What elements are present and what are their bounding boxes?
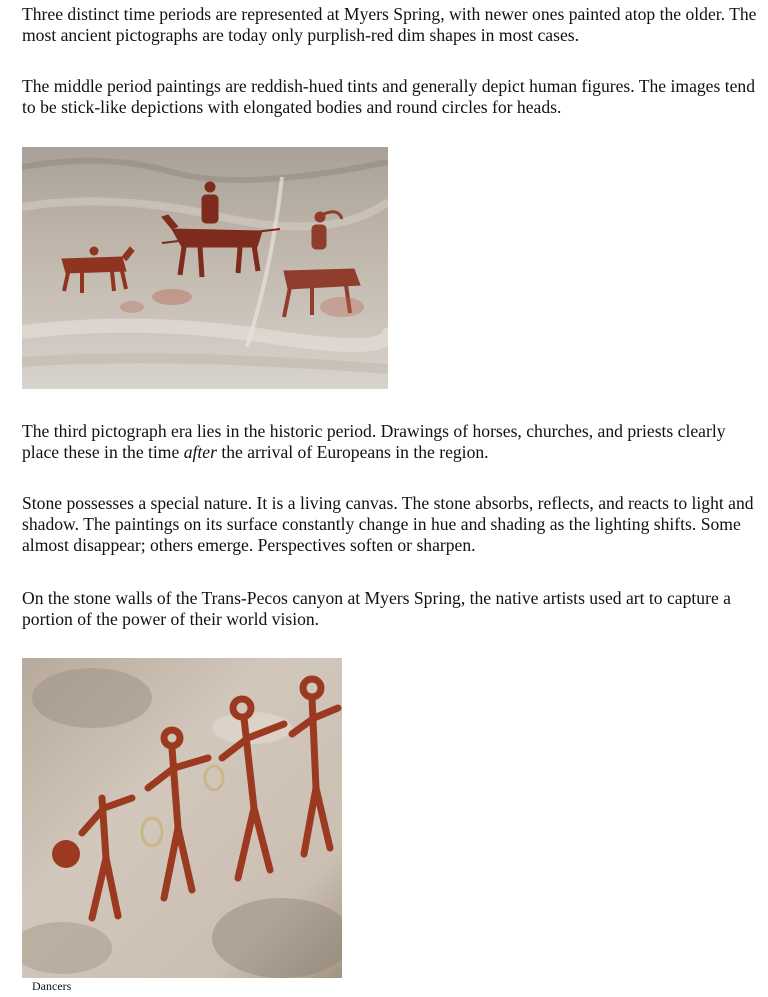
paragraph-living-canvas: Stone possesses a special nature. It is a living canvas. The stone absorbs, reflects, and reacts to light and shadow. The paintings on its surface constantly change in hue and shading as the lighting shifts. Some almost disappear; others emerge. Perspectives soften or sharpen. (22, 493, 754, 555)
paragraph-time-periods: Three distinct time periods are represented at Myers Spring, with newer ones painted atop the older. The most ancient pictographs are today only purplish-red dim shapes in most cases. (22, 4, 757, 45)
paragraph-middle-period: The middle period paintings are reddish-hued tints and generally depict human figures. The images tend to be stick-like depictions with elongated bodies and round circles for heads. (22, 76, 756, 117)
paragraph-historic-period: The third pictograph era lies in the historic period. Drawings of horses, churches, and priests clearly place these in the time after the arrival of Europeans in the region. (22, 421, 726, 462)
photo-horse-riders (22, 147, 388, 389)
photo-dancers (22, 658, 342, 978)
caption-dancers: Dancers (32, 979, 72, 993)
emphasis-after: after (183, 442, 217, 462)
paragraph-trans-pecos: On the stone walls of the Trans-Pecos canyon at Myers Spring, the native artists used art to capture a portion of the power of their world vision. (22, 588, 731, 629)
